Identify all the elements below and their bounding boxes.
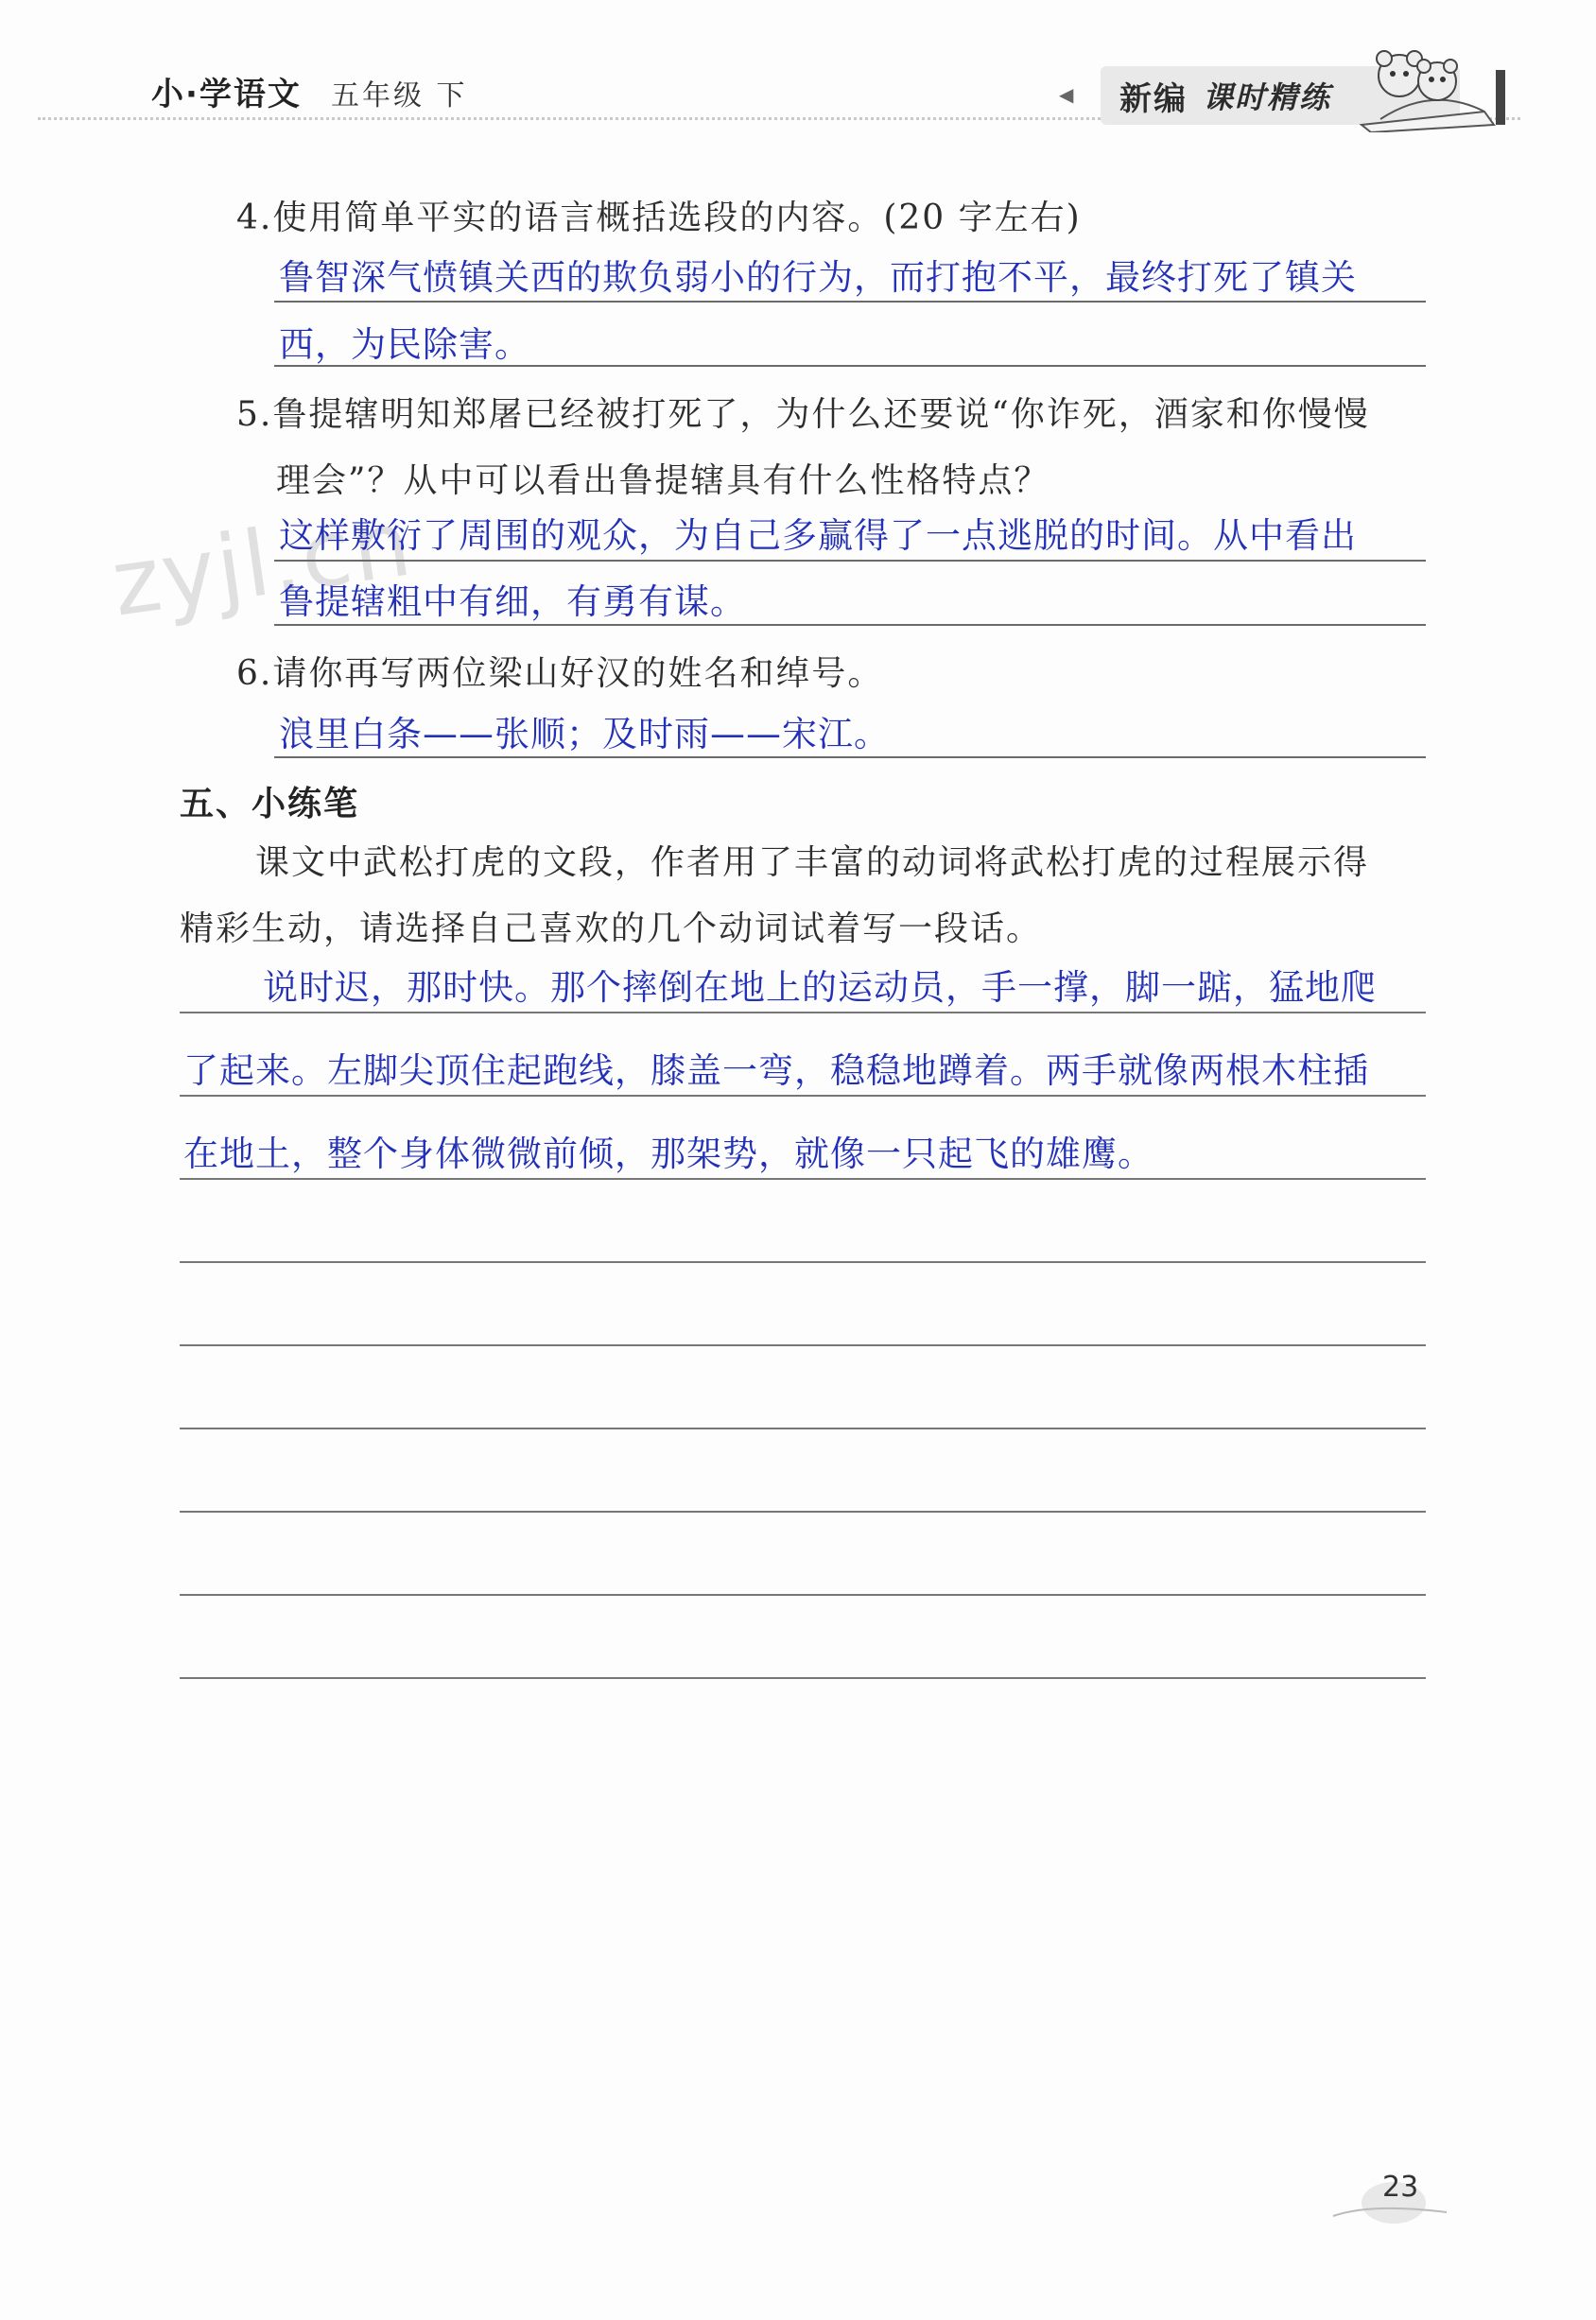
question-4-prompt: 4.使用简单平实的语言概括选段的内容。(20 字左右) bbox=[236, 199, 1082, 237]
writing-rule bbox=[180, 1012, 1426, 1013]
watermark: zyjl.cn bbox=[105, 490, 419, 637]
writing-rule bbox=[180, 1178, 1426, 1180]
question-5-answer-line-1: 这样敷衍了周围的观众，为自己多赢得了一点逃脱的时间。从中看出 bbox=[279, 515, 1357, 556]
question-6-answer: 浪里白条——张顺；及时雨——宋江。 bbox=[279, 714, 890, 754]
answer-rule bbox=[274, 365, 1426, 367]
brand-new-label: 新编 bbox=[1119, 79, 1188, 118]
writing-rule bbox=[180, 1344, 1426, 1346]
page-number: 23 bbox=[1382, 2171, 1419, 2204]
subject-title: 小·学语文 bbox=[151, 76, 302, 113]
question-4-answer-line-2: 西，为民除害。 bbox=[279, 324, 530, 365]
writing-rule bbox=[180, 1428, 1426, 1429]
answer-rule bbox=[274, 624, 1426, 626]
writing-rule bbox=[180, 1677, 1426, 1679]
bear-book-icon bbox=[1343, 38, 1503, 132]
grade-label: 五年级 下 bbox=[331, 79, 468, 113]
question-5-prompt-line-2: 理会”？从中可以看出鲁提辖具有什么性格特点？ bbox=[276, 461, 1050, 500]
brand-banner bbox=[1059, 38, 1513, 132]
section-title: 五、小练笔 bbox=[180, 785, 360, 823]
writing-rule bbox=[180, 1511, 1426, 1513]
question-5-answer-line-2: 鲁提辖粗中有细，有勇有谋。 bbox=[279, 581, 746, 622]
triangle-left-icon: ◀ bbox=[1059, 83, 1074, 106]
question-6-prompt: 6.请你再写两位梁山好汉的姓名和绰号。 bbox=[236, 654, 884, 693]
writing-answer-line-1: 说时迟，那时快。那个摔倒在地上的运动员，手一撑，脚一踮，猛地爬 bbox=[263, 967, 1377, 1008]
writing-rule bbox=[180, 1095, 1426, 1097]
writing-rule bbox=[180, 1594, 1426, 1596]
writing-rule bbox=[180, 1261, 1426, 1263]
answer-rule bbox=[274, 301, 1426, 303]
writing-answer-line-3: 在地土，整个身体微微前倾，那架势，就像一只起飞的雄鹰。 bbox=[183, 1134, 1154, 1174]
section-instruction-line-1: 课文中武松打虎的文段，作者用了丰富的动词将武松打虎的过程展示得 bbox=[255, 843, 1370, 882]
brand-name-label: 课时精练 bbox=[1203, 79, 1332, 115]
question-5-prompt-line-1: 5.鲁提辖明知郑屠已经被打死了，为什么还要说“你诈死，酒家和你慢慢 bbox=[236, 395, 1370, 434]
answer-rule bbox=[274, 560, 1426, 562]
book-header bbox=[151, 68, 468, 114]
header-bar-icon bbox=[1496, 70, 1505, 125]
writing-answer-line-2: 了起来。左脚尖顶住起跑线，膝盖一弯，稳稳地蹲着。两手就像两根木柱插 bbox=[183, 1050, 1369, 1091]
section-instruction-line-2: 精彩生动，请选择自己喜欢的几个动词试着写一段话。 bbox=[180, 909, 1043, 948]
answer-rule bbox=[274, 756, 1426, 758]
question-4-answer-line-1: 鲁智深气愤镇关西的欺负弱小的行为，而打抱不平，最终打死了镇关 bbox=[279, 257, 1357, 298]
